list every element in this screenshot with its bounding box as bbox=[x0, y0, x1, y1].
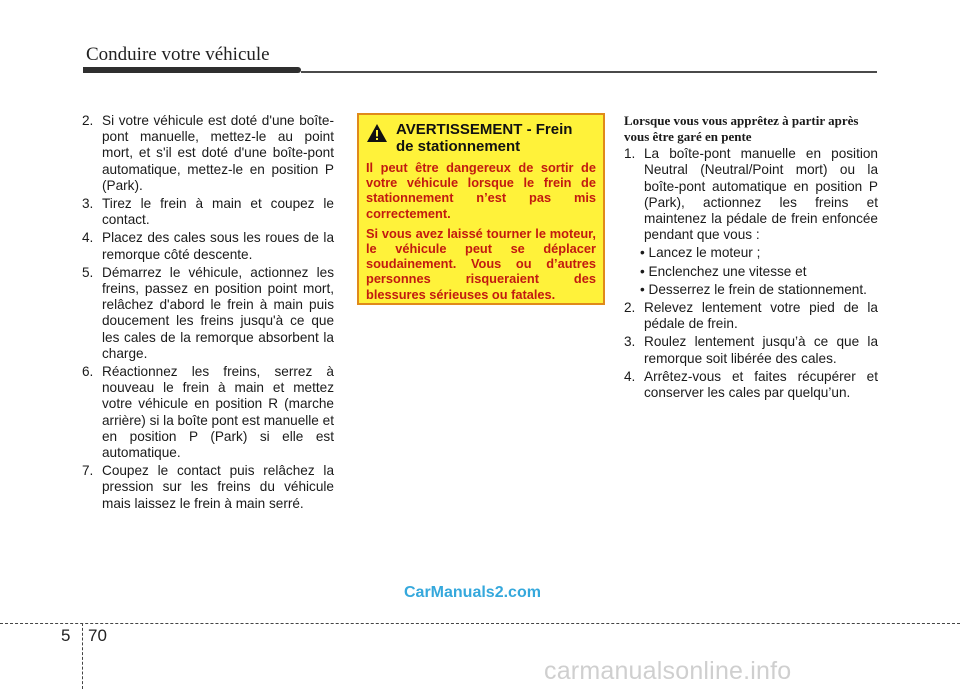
chapter-number: 5 bbox=[61, 626, 71, 645]
page-header-title: Conduire votre véhicule bbox=[86, 44, 270, 65]
section-heading: Lorsque vous vous apprêtez à partir après vous être garé en pente bbox=[624, 113, 859, 144]
item-text: Coupez le contact puis relâchez la pression sur les freins du véhicule mais laissez le frein à main serré. bbox=[102, 463, 334, 511]
item-number: 2. bbox=[82, 113, 94, 128]
item-text: La boîte-pont manuelle en position Neutral (Neutral/Point mort) ou la boîte-pont automatique en position P (Park), actionnez les freins et maintenez la pédale de frein enfoncée pendant que vous : bbox=[644, 146, 878, 243]
item-number: 3. bbox=[82, 196, 94, 212]
warning-title bbox=[396, 121, 572, 155]
item-text: Tirez le frein à main et coupez le contact. bbox=[102, 196, 334, 228]
item-text: Réactionnez les freins, serrez à nouveau le frein à main et mettez votre véhicule en position R (marche arrière) si la boîte pont est manuelle et en position P (Park) si elle est automatique. bbox=[102, 364, 334, 461]
list-item bbox=[624, 300, 878, 332]
warning-title-line1: AVERTISSEMENT - Frein bbox=[396, 121, 573, 138]
left-column bbox=[82, 113, 334, 514]
item-number: 4. bbox=[624, 368, 636, 384]
item-text: Si votre véhicule est doté d'une boîte-pont manuelle, mettez-le au point mort, et s'il est doté d'une boîte-pont automatique, mettez-le en position P (Park). bbox=[102, 113, 334, 193]
warning-triangle-icon bbox=[366, 123, 388, 143]
right-column bbox=[624, 113, 878, 403]
list-item bbox=[82, 463, 334, 512]
footer-vertical-divider bbox=[82, 623, 83, 689]
list-item bbox=[624, 369, 878, 401]
item-number: 4. bbox=[82, 230, 94, 246]
header-bar-dark bbox=[83, 67, 301, 73]
item-number: 6. bbox=[82, 364, 94, 380]
item-number: 7. bbox=[82, 463, 94, 479]
site-watermark: carmanualsonline.info bbox=[544, 657, 792, 685]
list-item bbox=[82, 265, 334, 362]
bullet-item: • Lancez le moteur ; bbox=[640, 245, 761, 261]
warning-header bbox=[366, 121, 596, 155]
list-item bbox=[82, 364, 334, 461]
item-number: 5. bbox=[82, 264, 94, 280]
warning-paragraph: Si vous avez laissé tourner le moteur, le véhicule peut se déplacer soudainement. Vous ou d’autres personnes risqueraient des blessures sérieuses ou fatales. bbox=[366, 225, 596, 302]
bullet-item: • Desserrez le frein de stationnement. bbox=[640, 281, 867, 297]
list-item bbox=[624, 146, 878, 243]
list-item bbox=[82, 196, 334, 228]
list-item bbox=[82, 113, 334, 194]
item-text: Démarrez le véhicule, actionnez les freins, passez en position point mort, relâchez d'abord le frein à main puis doucement les freins jusqu'à ce que les cales de la remorque absorbent la charge. bbox=[102, 264, 334, 361]
bullet-item: • Enclenchez une vitesse et bbox=[640, 263, 807, 279]
page-number: 70 bbox=[88, 626, 107, 645]
header-bar-line bbox=[301, 71, 877, 73]
footer-divider bbox=[0, 623, 960, 624]
item-number: 2. bbox=[624, 300, 636, 316]
item-text: Placez des cales sous les roues de la remorque côté descente. bbox=[102, 230, 334, 262]
carmanuals-watermark: CarManuals2.com bbox=[404, 584, 541, 601]
warning-title-line2: de stationnement bbox=[396, 138, 521, 155]
warning-box bbox=[357, 113, 605, 305]
item-text: Arrêtez-vous et faites récupérer et conserver les cales par quelqu’un. bbox=[644, 368, 878, 401]
item-number: 1. bbox=[624, 146, 636, 162]
item-text: Relevez lentement votre pied de la pédale de frein. bbox=[644, 300, 878, 332]
warning-paragraph: Il peut être dangereux de sortir de votre véhicule lorsque le frein de stationnement n’est pas mis correctement. bbox=[366, 160, 596, 221]
list-item bbox=[82, 230, 334, 262]
item-text: Roulez lentement jusqu’à ce que la remorque soit libérée des cales. bbox=[644, 334, 878, 366]
item-number: 3. bbox=[624, 334, 636, 350]
list-item bbox=[624, 334, 878, 366]
